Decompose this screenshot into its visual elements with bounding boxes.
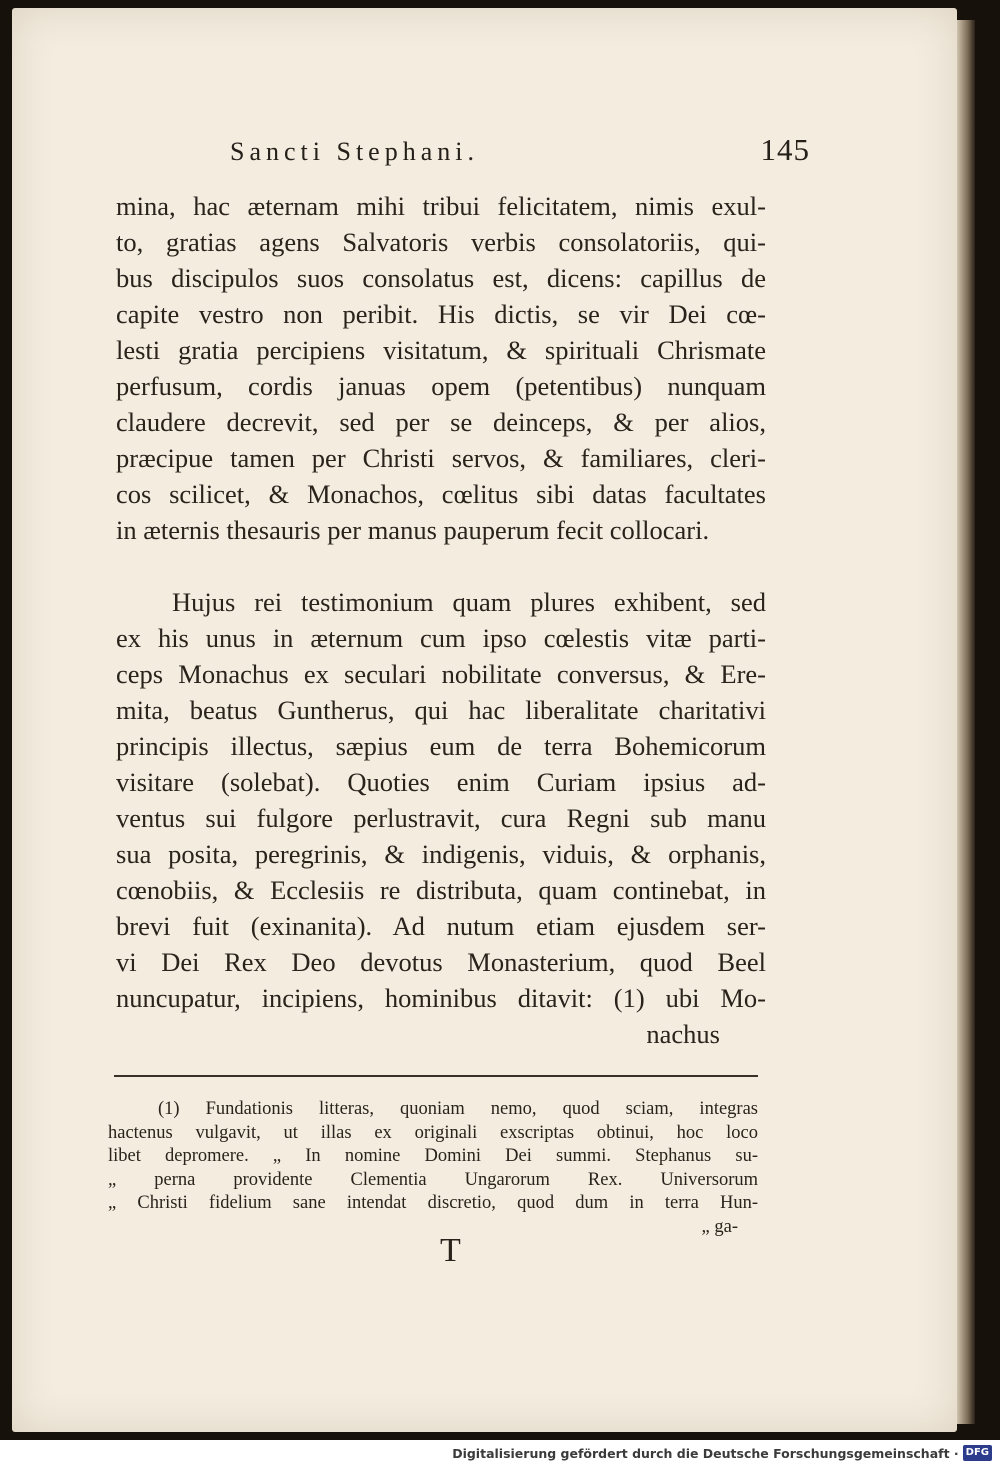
text-line: perfusum, cordis januas opem (petentibus) nunquam xyxy=(116,371,766,401)
footnote-rule xyxy=(114,1075,758,1077)
paragraph-1 xyxy=(116,188,766,548)
text-line: sua posita, peregrinis, & indigenis, viduis, & orphanis, xyxy=(116,839,766,869)
text-line: nuncupatur, incipiens, hominibus ditavit: (1) ubi Mo- xyxy=(116,983,766,1013)
text-line: ceps Monachus ex seculari nobilitate conversus, & Ere- xyxy=(116,659,766,689)
page-number: 145 xyxy=(760,132,810,167)
text-line: ventus sui fulgore perlustravit, cura Regni sub manu xyxy=(116,803,766,833)
text-line: principis illectus, sæpius eum de terra Bohemicorum xyxy=(116,731,766,761)
text-line: brevi fuit (exinanita). Ad nutum etiam ejusdem ser- xyxy=(116,911,766,941)
text-line: mina, hac æternam mihi tribui felicitatem, nimis exul- xyxy=(116,191,766,221)
credit-text: Digitalisierung gefördert durch die Deutsche Forschungsgemeinschaft · xyxy=(452,1445,959,1461)
text-line: lesti gratia percipiens visitatum, & spirituali Chrismate xyxy=(116,335,766,365)
signature-mark: T xyxy=(440,1232,461,1269)
text-line: capite vestro non peribit. His dictis, se vir Dei cœ- xyxy=(116,299,766,329)
text-line: mita, beatus Guntherus, qui hac liberalitate charitativi xyxy=(116,695,766,725)
running-head-title: Sancti Stephani. xyxy=(230,137,479,166)
footnote-line: (1) Fundationis litteras, quoniam nemo, quod sciam, integras xyxy=(158,1099,758,1119)
paragraph-2 xyxy=(116,584,766,1052)
running-head xyxy=(230,132,810,168)
footnote-catchword: „ ga- xyxy=(701,1216,738,1237)
text-line: vi Dei Rex Deo devotus Monasterium, quod Beel xyxy=(116,947,766,977)
dfg-logo[interactable]: DFG xyxy=(963,1445,992,1461)
footnote-line: „ perna providente Clementia Ungarorum Rex. Universorum xyxy=(108,1169,758,1190)
footnote xyxy=(108,1098,758,1239)
text-line: to, gratias agens Salvatoris verbis consolatoriis, qui- xyxy=(116,227,766,257)
text-line: in æternis thesauris per manus pauperum fecit collocari. xyxy=(116,515,710,545)
page-edge xyxy=(957,20,975,1424)
digitization-credit xyxy=(0,1440,1000,1466)
text-line: bus discipulos suos consolatus est, dicens: capillus de xyxy=(116,263,766,293)
text-line: visitare (solebat). Quoties enim Curiam ipsius ad- xyxy=(116,767,766,797)
footnote-line: hactenus vulgavit, ut illas ex originali exscriptas obtinui, hoc loco xyxy=(108,1122,758,1143)
text-line: ex his unus in æternum cum ipso cœlestis vitæ parti- xyxy=(116,623,766,653)
text-line: cœnobiis, & Ecclesiis re distributa, quam continebat, in xyxy=(116,875,766,905)
footnote-line: „ Christi fidelium sane intendat discretio, quod dum in terra Hun- xyxy=(108,1193,758,1213)
text-line: præcipue tamen per Christi servos, & familiares, cleri- xyxy=(116,443,766,473)
text-line: cos scilicet, & Monachos, cœlitus sibi datas facultates xyxy=(116,479,766,509)
catchword: nachus xyxy=(646,1019,720,1049)
footnote-line: libet depromere. „ In nomine Domini Dei summi. Stephanus su- xyxy=(108,1146,758,1166)
text-line: Hujus rei testimonium quam plures exhibent, sed xyxy=(172,587,766,617)
text-line: claudere decrevit, sed per se deinceps, & per alios, xyxy=(116,407,766,437)
